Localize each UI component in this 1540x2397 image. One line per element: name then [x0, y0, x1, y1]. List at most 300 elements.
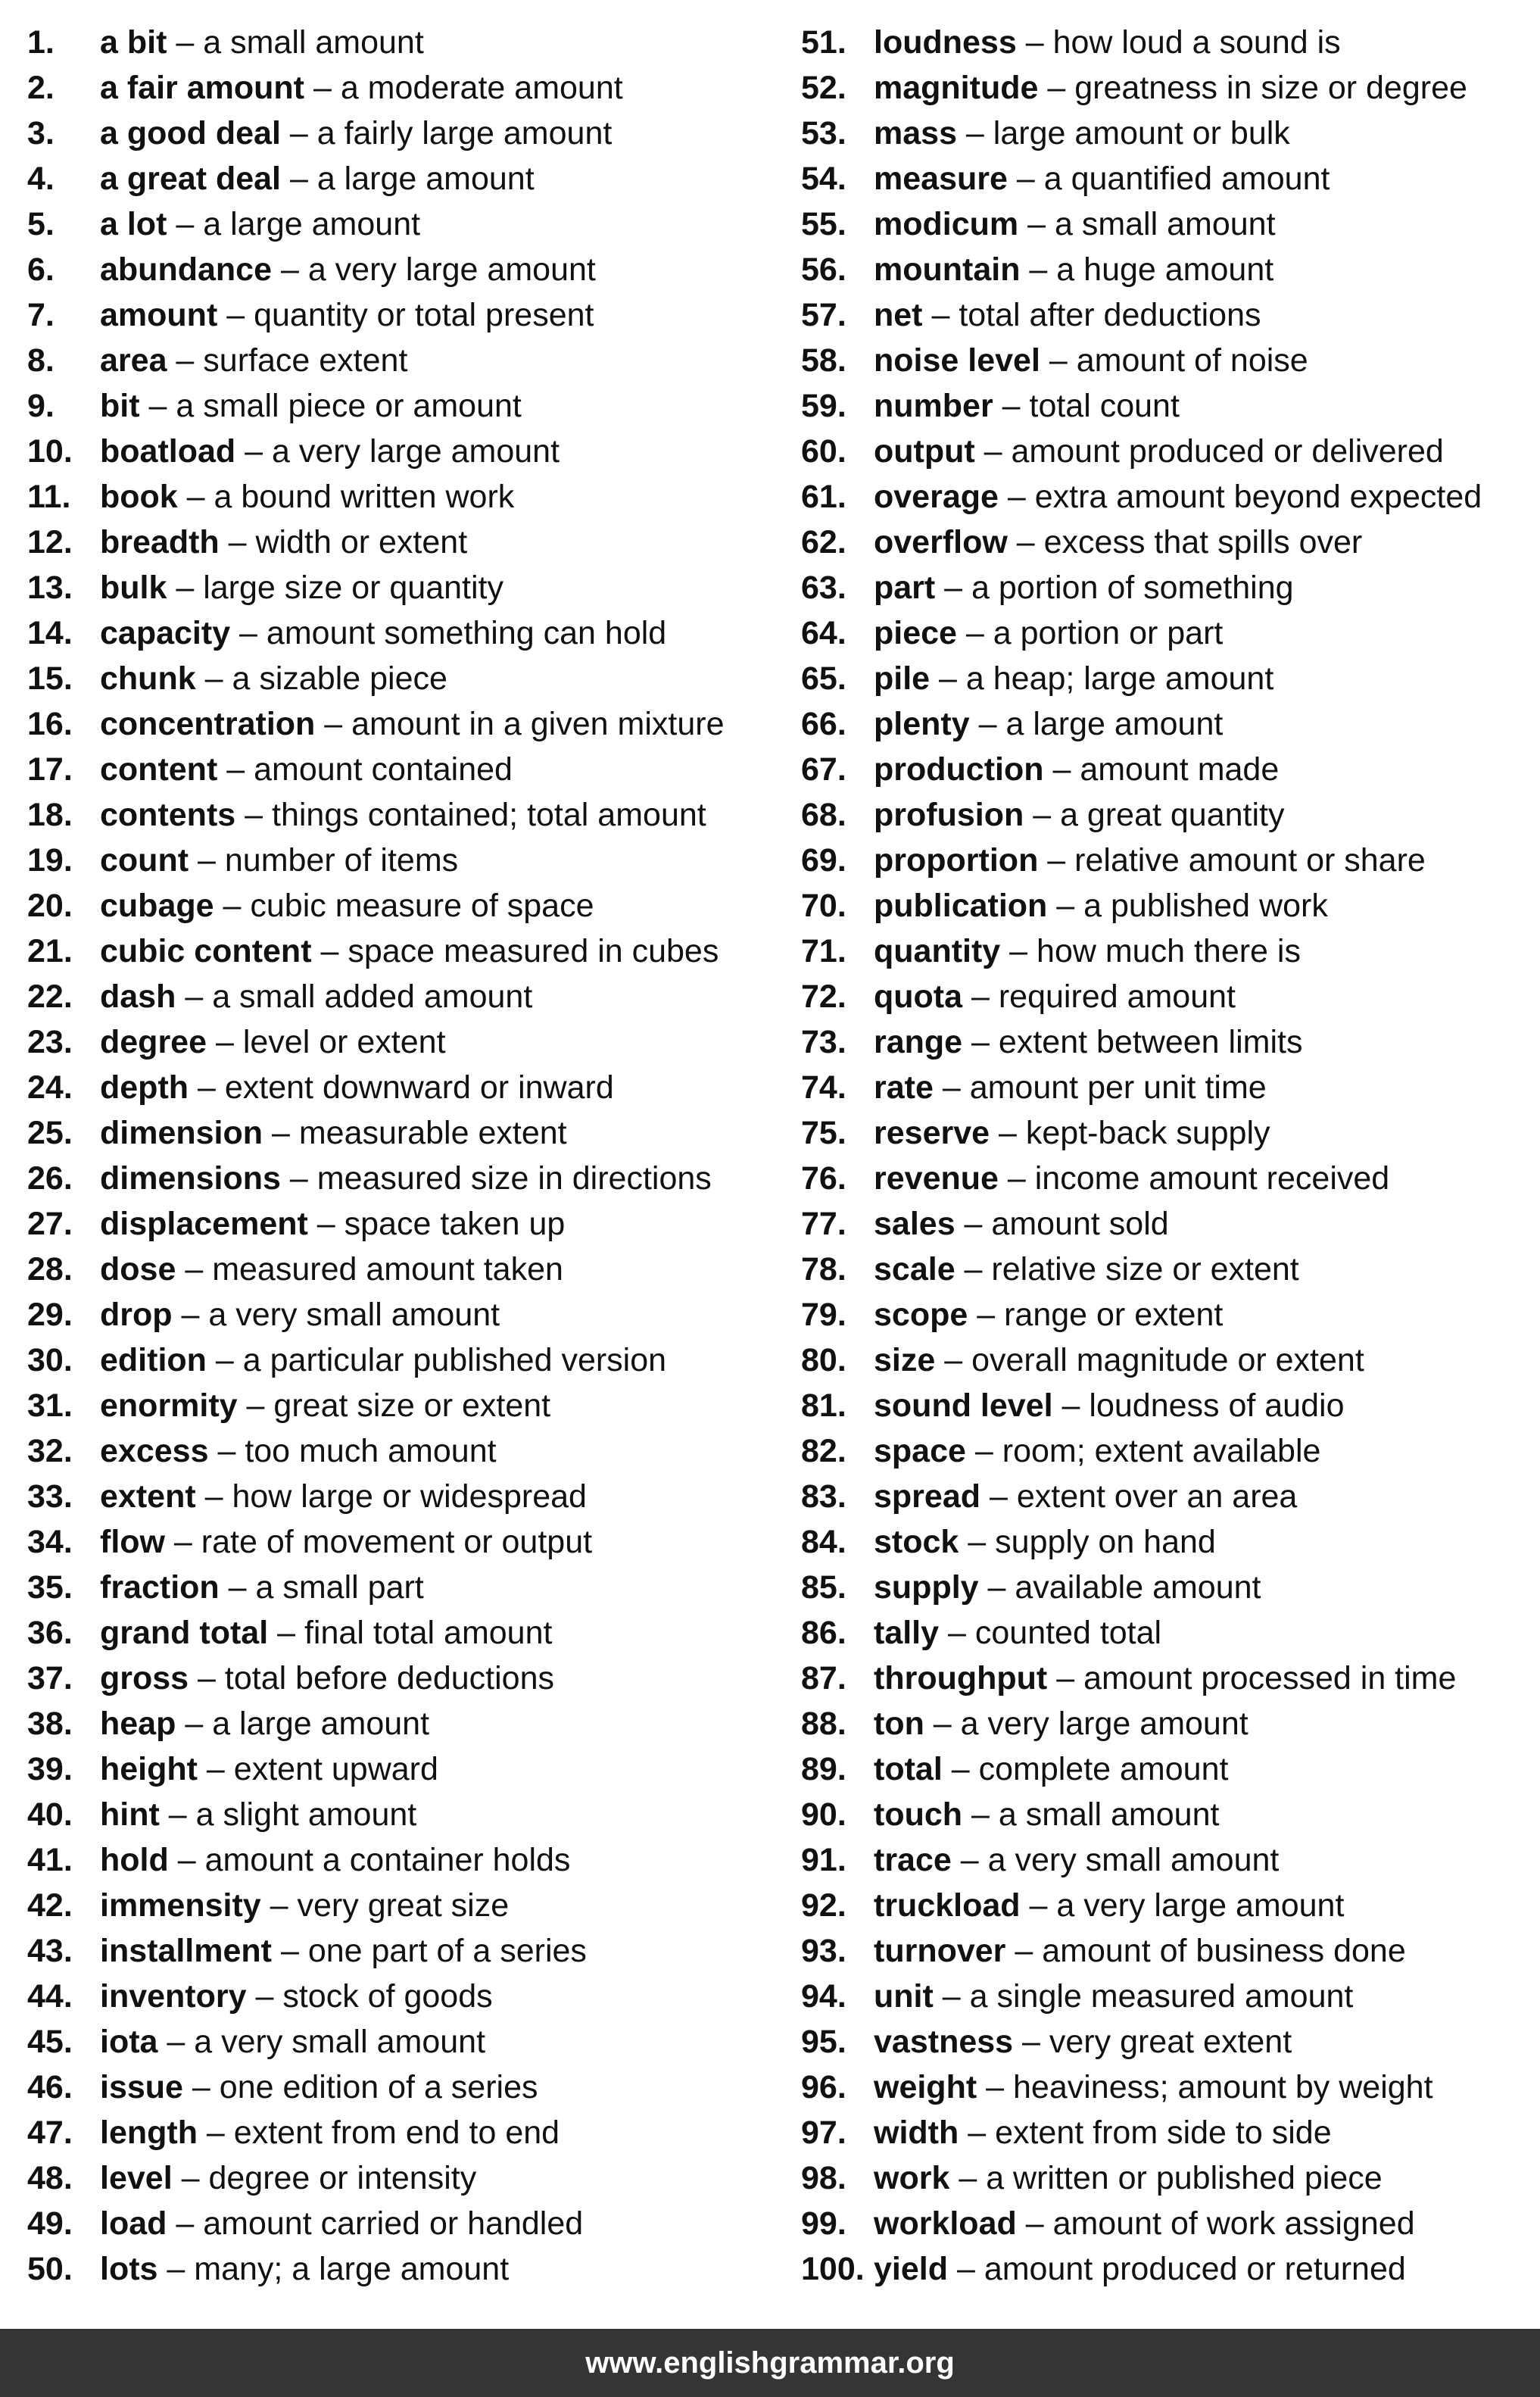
list-item [27, 2110, 784, 2155]
item-number: 16. [27, 706, 73, 742]
item-separator: – [922, 297, 959, 333]
item-term: quantity [874, 933, 1001, 969]
item-definition: amount of noise [1076, 342, 1308, 379]
item-definition: quantity or total present [254, 297, 594, 333]
item-separator: – [1000, 933, 1037, 969]
item-definition: space taken up [344, 1206, 566, 1242]
item-definition: amount produced or delivered [1011, 433, 1444, 470]
list-item [801, 1837, 1540, 1883]
list-item [801, 292, 1540, 338]
item-definition: a slight amount [195, 1796, 417, 1833]
item-definition: large amount or bulk [993, 115, 1290, 151]
item-term: rate [874, 1069, 934, 1106]
list-item [801, 1883, 1540, 1928]
item-separator: – [1024, 797, 1061, 833]
item-definition: amount contained [254, 751, 513, 788]
item-separator: – [159, 1796, 196, 1833]
item-separator: – [1007, 524, 1044, 560]
item-number: 80. [801, 1342, 846, 1378]
item-separator: – [197, 1751, 234, 1787]
list-item [801, 1610, 1540, 1656]
item-definition: a published work [1083, 888, 1328, 924]
footer-url: www.englishgrammar.org [585, 2346, 955, 2380]
item-term: truckload [874, 1887, 1021, 1924]
item-definition: overall magnitude or extent [971, 1342, 1364, 1378]
item-separator: – [195, 660, 232, 697]
list-item [801, 1565, 1540, 1610]
item-separator: – [168, 1842, 205, 1878]
item-separator: – [280, 115, 317, 151]
item-definition: amount per unit time [969, 1069, 1267, 1106]
list-item [801, 838, 1540, 883]
item-separator: – [246, 1978, 283, 2015]
item-separator: – [959, 1524, 996, 1560]
list-item [801, 1792, 1540, 1837]
item-definition: room; extent available [1002, 1433, 1321, 1469]
item-term: stock [874, 1524, 959, 1560]
item-separator: – [235, 797, 272, 833]
item-definition: a sizable piece [232, 660, 447, 697]
item-separator: – [280, 1160, 317, 1197]
item-number: 51. [801, 24, 846, 61]
item-term: overage [874, 479, 999, 515]
item-separator: – [998, 1160, 1035, 1197]
list-item [801, 565, 1540, 610]
item-separator: – [164, 1524, 201, 1560]
list-item [801, 111, 1540, 156]
item-definition: surface extent [203, 342, 408, 379]
item-term: size [874, 1342, 936, 1378]
list-item [27, 247, 784, 292]
item-definition: loudness of audio [1089, 1387, 1345, 1424]
item-number: 17. [27, 751, 73, 788]
list-item [27, 1928, 784, 1974]
list-item [27, 1065, 784, 1110]
item-separator: – [933, 1069, 970, 1106]
item-separator: – [189, 1660, 225, 1696]
word-list-left-column [27, 20, 784, 2292]
item-term: scale [874, 1251, 955, 1287]
item-term: breadth [100, 524, 220, 560]
item-definition: counted total [974, 1615, 1162, 1651]
item-number: 2. [27, 70, 55, 106]
item-number: 97. [801, 2115, 846, 2151]
item-term: number [874, 388, 993, 424]
item-separator: – [924, 1706, 961, 1742]
item-term: bit [100, 388, 140, 424]
item-term: gross [100, 1660, 189, 1696]
item-separator: – [167, 24, 204, 61]
item-separator: – [1020, 251, 1057, 288]
item-term: iota [100, 2024, 158, 2060]
list-item [801, 520, 1540, 565]
item-separator: – [1047, 888, 1084, 924]
item-number: 19. [27, 842, 73, 879]
item-definition: a moderate amount [340, 70, 623, 106]
item-number: 68. [801, 797, 846, 833]
item-number: 71. [801, 933, 846, 969]
item-separator: – [998, 479, 1035, 515]
item-term: mountain [874, 251, 1021, 288]
item-definition: heaviness; amount by weight [1012, 2069, 1433, 2105]
item-number: 42. [27, 1887, 73, 1924]
item-separator: – [167, 570, 204, 606]
item-separator: – [956, 615, 993, 651]
item-number: 60. [801, 433, 846, 470]
item-definition: final total amount [304, 1615, 553, 1651]
item-number: 81. [801, 1387, 846, 1424]
list-item [27, 656, 784, 701]
list-item [801, 974, 1540, 1019]
item-definition: relative size or extent [991, 1251, 1299, 1287]
item-definition: greatness in size or degree [1074, 70, 1467, 106]
item-definition: amount of work assigned [1052, 2205, 1415, 2242]
item-term: publication [874, 888, 1048, 924]
item-definition: a huge amount [1056, 251, 1274, 288]
item-term: mass [874, 115, 957, 151]
item-separator: – [949, 2160, 987, 2196]
item-definition: a small added amount [212, 978, 533, 1015]
item-number: 9. [27, 388, 55, 424]
item-term: a good deal [100, 115, 281, 151]
item-number: 21. [27, 933, 73, 969]
item-term: profusion [874, 797, 1024, 833]
item-term: a lot [100, 206, 167, 242]
item-separator: – [935, 1342, 972, 1378]
list-item [27, 20, 784, 65]
item-term: dimensions [100, 1160, 281, 1197]
item-separator: – [304, 70, 341, 106]
item-number: 11. [27, 479, 71, 515]
item-definition: a small amount [998, 1796, 1220, 1833]
item-separator: – [206, 1342, 243, 1378]
list-item [27, 1337, 784, 1383]
item-definition: supply on hand [995, 1524, 1216, 1560]
item-separator: – [157, 2251, 195, 2287]
item-number: 18. [27, 797, 73, 833]
item-definition: amount made [1080, 751, 1280, 788]
list-item [27, 1019, 784, 1065]
item-number: 5. [27, 206, 55, 242]
list-item [801, 1428, 1540, 1474]
item-term: drop [100, 1297, 173, 1333]
item-term: grand total [100, 1615, 269, 1651]
item-separator: – [157, 2024, 195, 2060]
item-definition: rate of movement or output [201, 1524, 593, 1560]
item-term: piece [874, 615, 957, 651]
item-separator: – [214, 888, 251, 924]
item-term: ton [874, 1706, 924, 1742]
item-definition: amount of business done [1042, 1933, 1406, 1969]
list-item [801, 656, 1540, 701]
word-list-right-column [801, 20, 1540, 2292]
item-definition: extent from end to end [233, 2115, 560, 2151]
list-item [27, 1292, 784, 1337]
item-separator: – [1016, 24, 1053, 61]
list-item [27, 156, 784, 201]
item-definition: a very large amount [307, 251, 596, 288]
item-separator: – [235, 433, 272, 470]
list-item [27, 1247, 784, 1292]
item-separator: – [1038, 70, 1075, 106]
item-definition: range or extent [1004, 1297, 1224, 1333]
item-separator: – [219, 1569, 256, 1606]
item-definition: extent between limits [998, 1024, 1303, 1060]
list-item [801, 1383, 1540, 1428]
item-separator: – [962, 1796, 999, 1833]
list-item [801, 1337, 1540, 1383]
item-term: work [874, 2160, 950, 2196]
item-separator: – [962, 978, 999, 1015]
item-number: 41. [27, 1842, 73, 1878]
item-separator: – [272, 1933, 308, 1969]
item-separator: – [272, 251, 308, 288]
list-item [27, 429, 784, 474]
item-separator: – [167, 342, 204, 379]
item-separator: – [977, 2069, 1013, 2105]
item-separator: – [942, 1751, 979, 1787]
item-definition: a small amount [203, 24, 424, 61]
item-definition: a particular published version [242, 1342, 667, 1378]
item-term: fraction [100, 1569, 220, 1606]
item-number: 70. [801, 888, 846, 924]
item-term: magnitude [874, 70, 1039, 106]
item-separator: – [219, 524, 256, 560]
item-term: supply [874, 1569, 979, 1606]
item-number: 75. [801, 1115, 846, 1151]
item-number: 12. [27, 524, 73, 560]
item-separator: – [1007, 161, 1044, 197]
item-term: hint [100, 1796, 160, 1833]
item-number: 89. [801, 1751, 846, 1787]
list-item [27, 1519, 784, 1565]
item-term: hold [100, 1842, 169, 1878]
item-number: 6. [27, 251, 55, 288]
item-number: 24. [27, 1069, 73, 1106]
item-separator: – [315, 706, 352, 742]
footer-bar [0, 2329, 1540, 2397]
list-item [27, 883, 784, 929]
list-item [801, 792, 1540, 838]
list-item [27, 929, 784, 974]
item-separator: – [955, 1206, 992, 1242]
item-definition: total before deductions [224, 1660, 555, 1696]
item-definition: things contained; total amount [272, 797, 706, 833]
item-term: cubage [100, 888, 214, 924]
item-definition: available amount [1015, 1569, 1261, 1606]
list-item [27, 1883, 784, 1928]
item-number: 1. [27, 24, 55, 61]
item-definition: a very large amount [271, 433, 560, 470]
item-term: displacement [100, 1206, 308, 1242]
item-number: 44. [27, 1978, 73, 2015]
item-number: 48. [27, 2160, 73, 2196]
item-definition: a portion or part [993, 615, 1224, 651]
list-item [801, 1156, 1540, 1201]
item-separator: – [176, 1251, 213, 1287]
word-list [0, 20, 1540, 2292]
item-definition: a very small amount [208, 1297, 500, 1333]
item-definition: number of items [224, 842, 459, 879]
list-item [801, 1519, 1540, 1565]
list-item [801, 247, 1540, 292]
list-item [27, 383, 784, 429]
item-number: 74. [801, 1069, 846, 1106]
list-item [801, 429, 1540, 474]
list-item [801, 883, 1540, 929]
item-term: issue [100, 2069, 183, 2105]
list-item [801, 65, 1540, 111]
item-term: part [874, 570, 936, 606]
list-item [27, 1610, 784, 1656]
item-number: 76. [801, 1160, 846, 1197]
item-definition: measured amount taken [212, 1251, 563, 1287]
list-item [801, 1247, 1540, 1292]
item-separator: – [263, 1115, 299, 1151]
item-definition: amount sold [991, 1206, 1169, 1242]
item-separator: – [1038, 842, 1075, 879]
item-number: 36. [27, 1615, 73, 1651]
list-item [801, 1746, 1540, 1792]
list-item [801, 383, 1540, 429]
item-separator: – [207, 1024, 243, 1060]
item-term: sales [874, 1206, 955, 1242]
item-definition: cubic measure of space [250, 888, 594, 924]
item-separator: – [1005, 1933, 1043, 1969]
item-separator: – [176, 1706, 213, 1742]
item-number: 57. [801, 297, 846, 333]
item-number: 92. [801, 1887, 846, 1924]
item-definition: a very small amount [987, 1842, 1280, 1878]
item-term: flow [100, 1524, 165, 1560]
item-definition: extent over an area [1016, 1478, 1298, 1515]
item-separator: – [948, 2251, 984, 2287]
item-term: trace [874, 1842, 952, 1878]
item-number: 63. [801, 570, 846, 606]
item-definition: one part of a series [307, 1933, 587, 1969]
item-separator: – [172, 1297, 209, 1333]
item-term: dose [100, 1251, 176, 1287]
item-number: 15. [27, 660, 73, 697]
item-number: 27. [27, 1206, 73, 1242]
item-definition: large size or quantity [203, 570, 503, 606]
list-item [27, 747, 784, 792]
item-separator: – [197, 2115, 234, 2151]
list-item [801, 2201, 1540, 2246]
item-separator: – [281, 161, 317, 197]
item-separator: – [167, 206, 204, 242]
item-number: 28. [27, 1251, 73, 1287]
item-number: 69. [801, 842, 846, 879]
list-item [27, 1746, 784, 1792]
item-separator: – [969, 706, 1006, 742]
list-item [801, 20, 1540, 65]
item-term: bulk [100, 570, 167, 606]
item-separator: – [993, 388, 1030, 424]
item-term: weight [874, 2069, 977, 2105]
item-number: 32. [27, 1433, 73, 1469]
item-separator: – [1016, 2205, 1053, 2242]
item-term: space [874, 1433, 966, 1469]
item-term: range [874, 1024, 963, 1060]
list-item [27, 65, 784, 111]
item-separator: – [167, 2205, 204, 2242]
list-item [27, 111, 784, 156]
list-item [801, 1110, 1540, 1156]
item-number: 62. [801, 524, 846, 560]
item-number: 98. [801, 2160, 846, 2196]
item-number: 64. [801, 615, 846, 651]
item-number: 33. [27, 1478, 73, 1515]
item-number: 54. [801, 161, 846, 197]
item-number: 84. [801, 1524, 846, 1560]
list-item [27, 1792, 784, 1837]
item-term: noise level [874, 342, 1040, 379]
item-definition: great size or extent [273, 1387, 551, 1424]
item-number: 26. [27, 1160, 73, 1197]
item-number: 91. [801, 1842, 846, 1878]
item-term: total [874, 1751, 943, 1787]
list-item [27, 565, 784, 610]
item-term: proportion [874, 842, 1039, 879]
item-number: 50. [27, 2251, 73, 2287]
item-definition: very great size [297, 1887, 510, 1924]
list-item [27, 201, 784, 247]
item-number: 55. [801, 206, 846, 242]
item-definition: one edition of a series [219, 2069, 538, 2105]
item-separator: – [182, 2069, 220, 2105]
item-number: 13. [27, 570, 73, 606]
item-separator: – [968, 1297, 1005, 1333]
item-number: 65. [801, 660, 846, 697]
list-item [27, 1428, 784, 1474]
item-definition: extent from side to side [995, 2115, 1332, 2151]
item-term: spread [874, 1478, 981, 1515]
list-item [27, 1565, 784, 1610]
list-item [801, 474, 1540, 520]
item-separator: – [176, 978, 213, 1015]
item-separator: – [139, 388, 176, 424]
item-definition: space measured in cubes [348, 933, 719, 969]
item-definition: amount something can hold [266, 615, 667, 651]
list-item [801, 2246, 1540, 2292]
list-item [801, 747, 1540, 792]
item-number: 35. [27, 1569, 73, 1606]
item-separator: – [965, 1433, 1002, 1469]
item-term: a great deal [100, 161, 281, 197]
item-number: 87. [801, 1660, 846, 1696]
list-item [27, 1701, 784, 1746]
item-separator: – [1020, 1887, 1057, 1924]
item-term: loudness [874, 24, 1017, 61]
item-term: quota [874, 978, 963, 1015]
item-definition: a large amount [203, 206, 421, 242]
item-definition: how large or widespread [232, 1478, 587, 1515]
item-number: 73. [801, 1024, 846, 1060]
item-definition: total count [1029, 388, 1180, 424]
item-separator: – [990, 1115, 1026, 1151]
list-item [801, 201, 1540, 247]
list-item [27, 520, 784, 565]
list-item [27, 2246, 784, 2292]
list-item [27, 474, 784, 520]
item-term: level [100, 2160, 173, 2196]
item-number: 79. [801, 1297, 846, 1333]
item-definition: a small piece or amount [176, 388, 522, 424]
item-number: 99. [801, 2205, 846, 2242]
item-term: abundance [100, 251, 272, 288]
item-term: amount [100, 297, 218, 333]
